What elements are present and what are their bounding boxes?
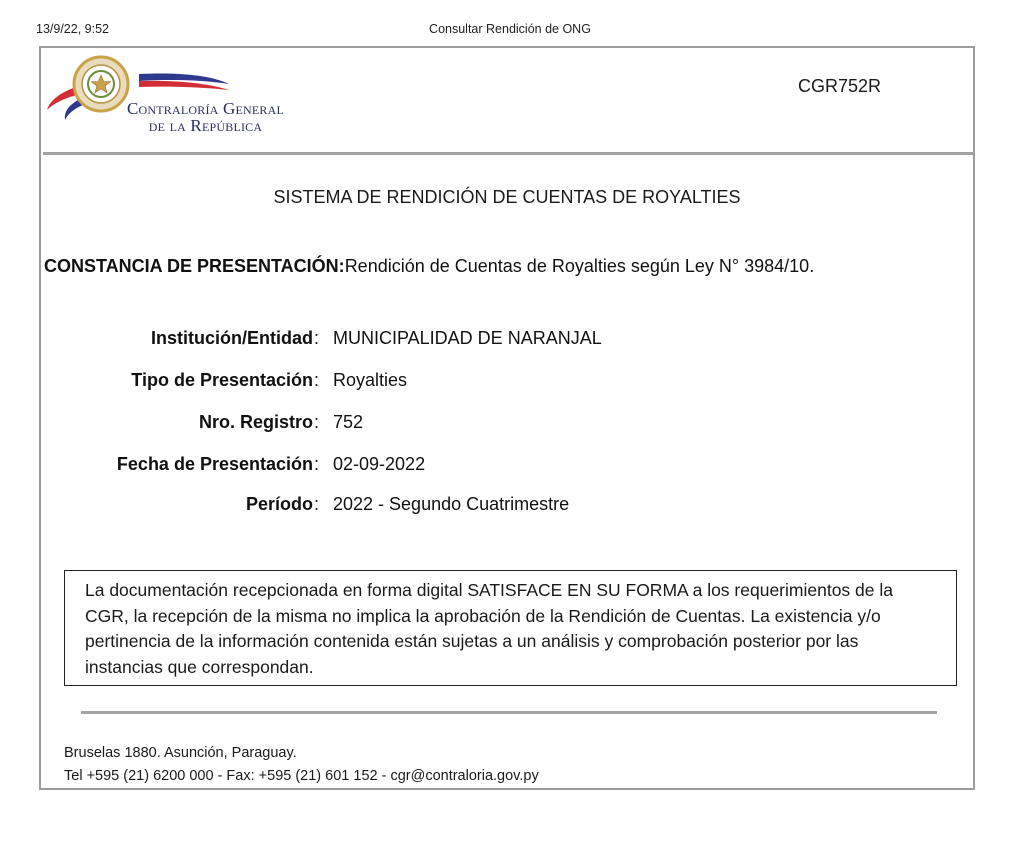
field-value: 2022 - Segundo Cuatrimestre (333, 494, 570, 514)
footer-address: Bruselas 1880. Asunción, Paraguay. (64, 745, 297, 761)
footer-contact: Tel +595 (21) 6200 000 - Fax: +595 (21) 601 152 - cgr@contraloria.gov.py (64, 768, 539, 784)
constancia-text: Rendición de Cuentas de Royalties según Ley N° 3984/10. (344, 256, 815, 276)
disclaimer-notice: La documentación recepcionada en forma digital SATISFACE EN SU FORMA a los requerimientos de la CGR, la recepción de la misma no implica la aprobación de la Rendición de Cuentas. La existencia y/o pertinencia de la información contenida están sujetas a un análisis y comprobación posterior por las instancias que correspondan. (64, 570, 957, 686)
field-label: Tipo de Presentación (131, 370, 313, 390)
logo-line-1: Contraloría General (127, 99, 284, 118)
field-value: MUNICIPALIDAD DE NARANJAL (333, 328, 602, 348)
field-row (41, 370, 971, 394)
field-colon: : (314, 370, 320, 390)
footer (64, 742, 539, 788)
field-value: 02-09-2022 (333, 454, 426, 474)
logo-line-2: de la República (148, 116, 263, 135)
field-colon: : (314, 494, 320, 514)
print-datetime: 13/9/22, 9:52 (36, 22, 109, 36)
logo-wordmark (127, 100, 284, 134)
field-label: Período (245, 494, 313, 514)
field-value: Royalties (333, 370, 408, 390)
field-value: 752 (333, 412, 364, 432)
cgr-logo (43, 54, 343, 144)
field-label: Fecha de Presentación (116, 454, 313, 474)
print-page-title: Consultar Rendición de ONG (429, 22, 591, 36)
footer-divider (81, 711, 937, 714)
field-row (41, 494, 971, 518)
field-row (41, 328, 971, 352)
field-row (41, 454, 971, 478)
document-code: CGR752R (797, 76, 881, 96)
print-header (36, 22, 984, 38)
document-frame (39, 46, 975, 790)
system-title: SISTEMA DE RENDICIÓN DE CUENTAS DE ROYALTIES (273, 187, 741, 207)
field-row (41, 412, 971, 436)
constancia-label: CONSTANCIA DE PRESENTACIÓN: (44, 256, 345, 276)
field-label: Institución/Entidad (151, 328, 313, 348)
field-label: Nro. Registro (198, 412, 313, 432)
field-colon: : (314, 328, 320, 348)
field-colon: : (314, 454, 320, 474)
constancia-line (44, 256, 814, 277)
field-colon: : (314, 412, 320, 432)
header-divider (43, 152, 973, 155)
